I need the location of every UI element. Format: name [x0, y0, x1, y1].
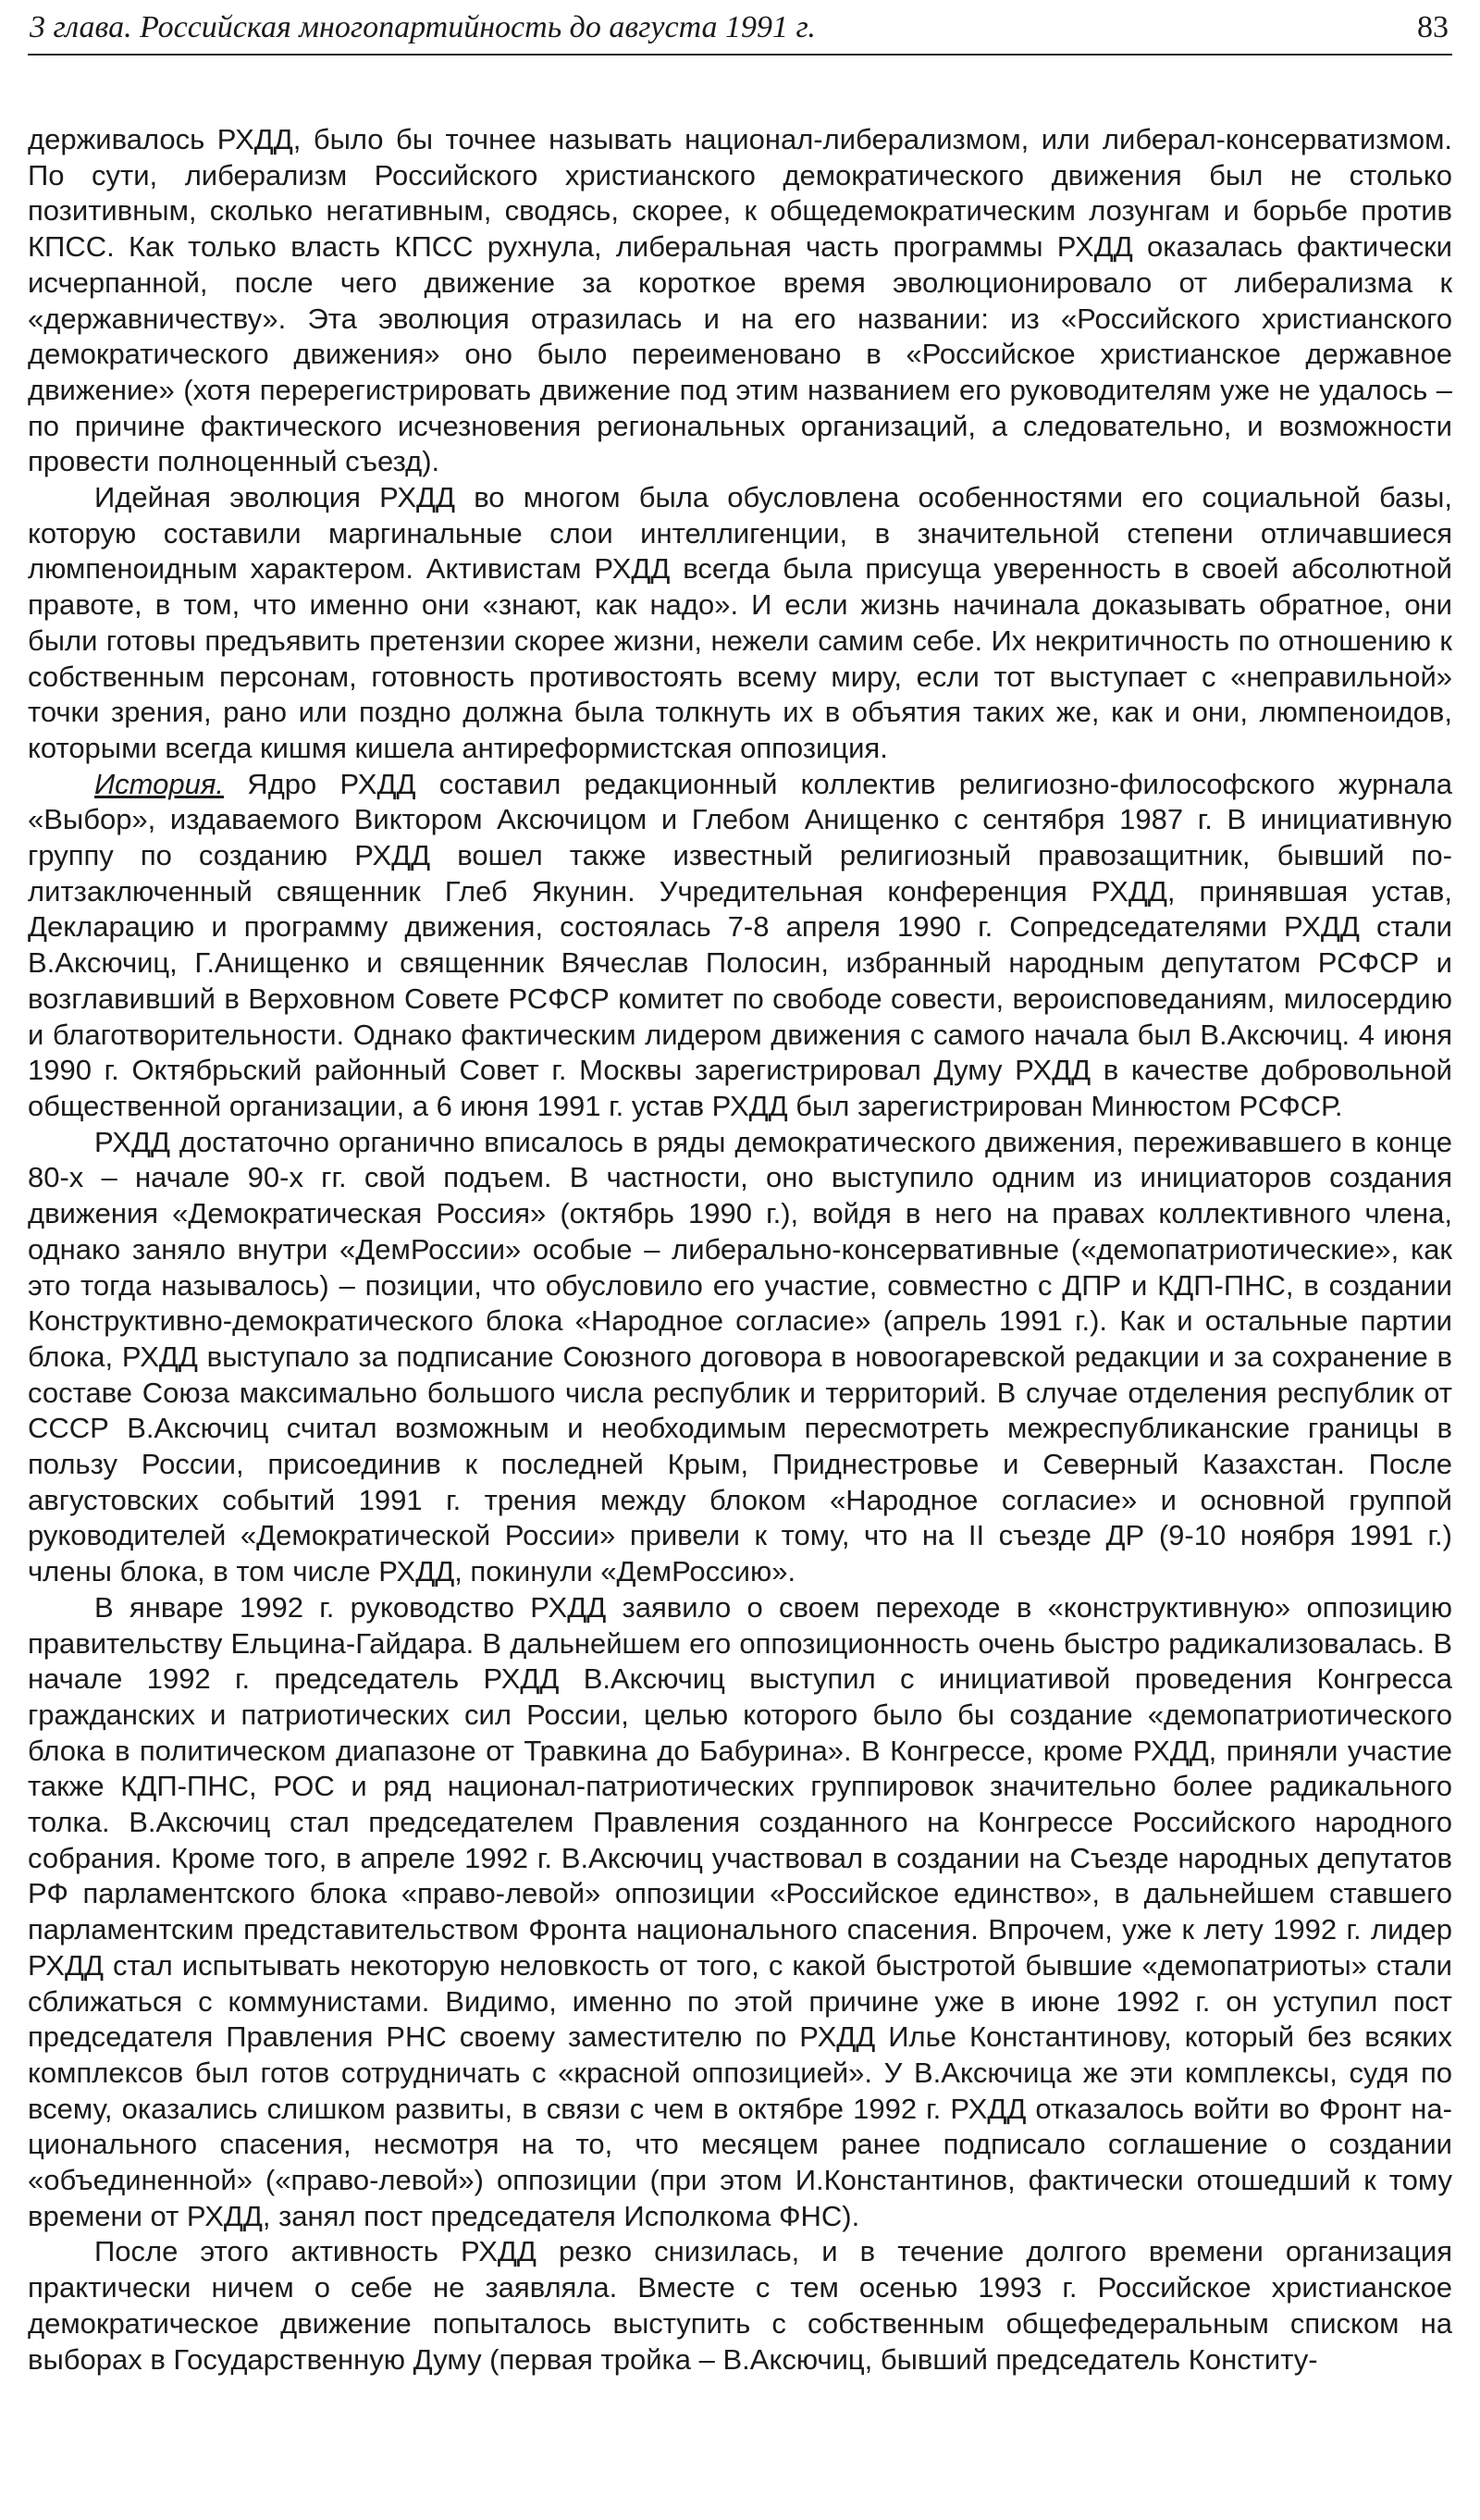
paragraph-3 — [28, 767, 1452, 1125]
paragraph-3-text: Ядро РХДД составил редакционный коллектив религиозно-философского журнала «Выбор», издаваемого Виктором Аксючицом и Глебом Анищенко с сентября 1987 г. В инициативную группу по созданию РХДД вошел также известный религиозный правозащитник, бывший политзаключенный священник Глеб Якунин. Учредительная конференция РХДД, принявшая устав, Декларацию и программу движения, состоялась 7-8 апреля 1990 г. Сопредседателями РХДД стали В.Аксючиц, Г.Анищенко и священник Вячеслав Полосин, избранный народным депутатом РСФСР и возглавивший в Верховном Совете РСФСР комитет по свободе совести, вероисповеданиям, милосердию и благотворительности. Однако фактическим лидером движения с самого начала был В.Аксючиц. 4 июня 1990 г. Октябрьский районный Совет г. Москвы зарегистрировал Думу РХДД в качестве добровольной общественной организации, а 6 июня 1991 г. устав РХДД был зарегистрирован Минюстом РСФСР. — [28, 767, 1452, 1122]
paragraph-2: Идейная эволюция РХДД во многом была обусловлена особенностями его социальной базы, которую составили маргинальные слои интеллигенции, в значительной степени отличавшиеся люмпеноидным характером. Активистам РХДД всегда была присуща уверенность в своей абсолютной правоте, в том, что именно они «знают, как надо». И если жизнь начинала доказывать обратное, они были готовы предъявить претензии скорее жизни, нежели самим себе. Их некритичность по отношению к собственным персонам, готовность противостоять всему миру, если тот выступает с «неправильной» точки зрения, рано или поздно должна была толкнуть их в объятия таких же, как и они, люмпеноидов, которыми всегда кишмя кишела антиреформистская оппозиция. — [28, 481, 1452, 764]
body-text — [28, 122, 1452, 2378]
paragraph-1: держивалось РХДД, было бы точнее называть национал-либерализмом, или либерал-консерватизмом. По сути, либерализм Российского христианского демократического движения был не столько позитивным, сколько негативным, сводясь, скорее, к общедемократическим лозунгам и борьбе против КПСС. Как только власть КПСС рухнула, либеральная часть программы РХДД оказалась фактически исчерпанной, после чего движение за короткое время эволюционировало от либерализма к «державничеству». Эта эволюция отразилась и на его названии: из «Российского христианского демократического движения» оно было переименовано в «Российское христианское державное движение» (хотя перерегистрировать движение под этим названием его руководителям уже не удалось – по причине фактического исчезновения региональных организаций, а следовательно, и возможности провести полноценный съезд). — [28, 123, 1452, 478]
paragraph-4: РХДД достаточно органично вписалось в ряды демократического движения, переживавшего в конце 80-х – начале 90-х гг. свой подъем. В частности, оно выступило одним из инициаторов создания движения «Демократическая Россия» (октябрь 1990 г.), войдя в него на правах коллективного члена, однако заняло внутри «ДемРоссии» особые – либерально-консервативные («демопатриотические», как это тогда называлось) – позиции, что обусловило его участие, совместно с ДПР и КДП-ПНС, в создании Конструктивно-демократического блока «Народное согласие» (апрель 1991 г.). Как и остальные партии блока, РХДД выступало за подписание Союзного договора в новоогаревской редакции и за сохранение в составе Союза максимально большого числа республик и территорий. В случае отделения республик от СССР В.Аксючиц считал возможным и необходимым пересмотреть межреспубликанские границы в пользу России, присоединив к последней Крым, Приднестровье и Северный Казахстан. После августовских событий 1991 г. трения между блоком «Народное согласие» и основной группой руководителей «Демократической России» привели к тому, что на II съезде ДР (9-10 ноября 1991 г.) члены блока, в том числе РХДД, покинули «ДемРоссию». — [28, 1125, 1452, 1588]
running-header — [28, 0, 1452, 56]
paragraph-5: В январе 1992 г. руководство РХДД заявило о своем переходе в «конструктивную» оппозицию правительству Ельцина-Гайдара. В дальнейшем его оппозиционность очень быстро радикализовалась. В начале 1992 г. председатель РХДД В.Аксючиц выступил с инициативой проведения Конгресса гражданских и патриотических сил России, целью которого было бы создание «демопатриотического блока в политическом диапазоне от Травкина до Бабурина». В Конгрессе, кроме РХДД, приняли участие также КДП-ПНС, РОС и ряд национал-патриотических группировок значительно более радикального толка. В.Аксючиц стал председателем Правления созданного на Конгрессе Российского народного собрания. Кроме того, в апреле 1992 г. В.Аксючиц участвовал в создании на Съезде народных депутатов РФ парламентского блока «право-левой» оппозиции «Российское единство», в дальнейшем ставшего парламентским представительством Фронта национального спасения. Впрочем, уже к лету 1992 г. лидер РХДД стал испытывать некоторую неловкость от того, с какой быстротой бывшие «демопатриоты» стали сближаться с коммунистами. Видимо, именно по этой причине уже в июне 1992 г. он уступил пост председателя Правления РНС своему заместителю по РХДД Илье Константинову, который без всяких комплексов был готов сотрудничать с «красной оппозицией». У В.Аксючица же эти комплексы, судя по всему, оказались слишком развиты, в связи с чем в октябре 1992 г. РХДД отказалось войти во Фронт национального спасения, несмотря на то, что месяцем ранее подписало соглашение о создании «объединенной» («право-левой») оппозиции (при этом И.Константинов, фактически отошедший к тому времени от РХДД, занял пост председателя Исполкома ФНС). — [28, 1590, 1452, 2232]
page-number: 83 — [1417, 10, 1449, 44]
chapter-title: 3 глава. Российская многопартийность до августа 1991 г. — [30, 10, 816, 44]
paragraph-6: После этого активность РХДД резко снизилась, и в течение долгого времени организация практически ничем о себе не заявляла. Вместе с тем осенью 1993 г. Российское христианское демократическое движение попыталось выступить с собственным общефедеральным списком на выборах в Государственную Думу (первая тройка – В.Аксючиц, бывший председатель Конститу- — [28, 2235, 1452, 2376]
section-term-history: История. — [94, 767, 225, 800]
